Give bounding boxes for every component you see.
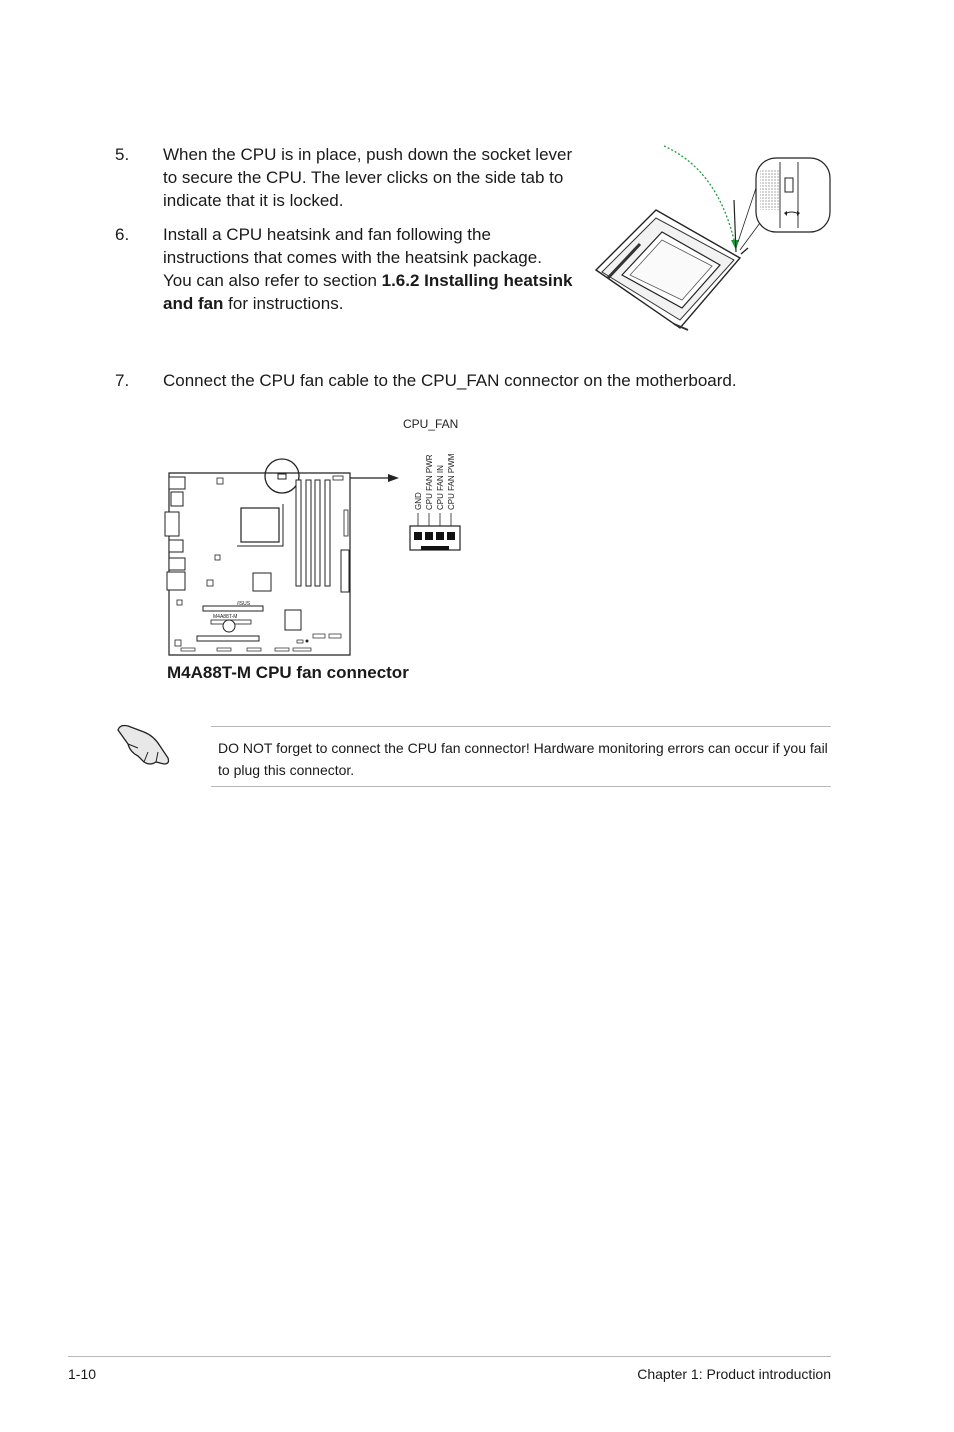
step-5-number: 5. (115, 145, 130, 164)
board-brand-mark: /ISUS (237, 601, 251, 607)
step-6-number: 6. (115, 225, 130, 244)
warning-hand-icon (114, 722, 172, 768)
cpu-fan-label: CPU_FAN (403, 417, 459, 431)
pin-label-cpu-fan-pwr: CPU FAN PWR (425, 454, 434, 510)
socket-lever-illustration (588, 140, 838, 340)
motherboard-diagram (155, 410, 495, 660)
note-top-rule (211, 726, 831, 727)
pin-label-gnd: GND (414, 492, 423, 510)
diagram-caption: M4A88T-M CPU fan connector (167, 663, 409, 682)
step-6-text-b: for instructions. (223, 294, 344, 313)
step-7-text: Connect the CPU fan cable to the CPU_FAN connector on the motherboard. (163, 371, 737, 390)
board-outline (169, 473, 350, 655)
step-6-text (163, 223, 573, 315)
page-number: 1-10 (68, 1366, 97, 1382)
step-6-text-a: Install a CPU heatsink and fan following the instructions that comes with the heatsink package. You can also refer to section (163, 225, 542, 290)
step-5-text: When the CPU is in place, push down the socket lever to secure the CPU. The lever clicks on the side tab to indicate that it is locked. (163, 145, 573, 210)
step-7-number: 7. (115, 371, 130, 390)
note-bottom-rule (211, 786, 831, 787)
step-6-section-ref: 1.6.2 Installing heatsink and fan (163, 271, 573, 313)
chapter-title: Chapter 1: Product introduction (637, 1366, 831, 1382)
pin-label-cpu-fan-pwm: CPU FAN PWM (447, 453, 456, 510)
footer-rule (68, 1356, 831, 1357)
pin-label-cpu-fan-in: CPU FAN IN (436, 465, 445, 510)
board-model-mark: M4A88T-M (213, 614, 238, 620)
note-text: DO NOT forget to connect the CPU fan connector! Hardware monitoring errors can occur if you fail to plug this connector. (218, 740, 828, 778)
